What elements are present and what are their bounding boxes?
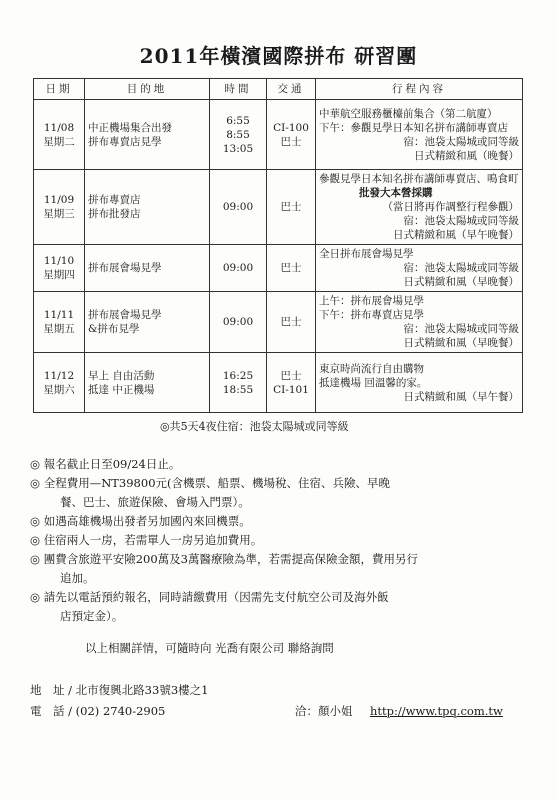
cell-content-line: 日式精緻和風（早午餐） [403, 390, 519, 403]
table-row [34, 292, 523, 353]
cell-transport [267, 353, 316, 413]
cell-date [34, 170, 85, 245]
header-date: 日期 [34, 79, 85, 100]
cell-date-line: 星期五 [43, 323, 75, 335]
cell-transport [267, 245, 316, 292]
cell-content-line: 抵達機場 回溫馨的家。 [319, 376, 428, 389]
note-item: ◎ 團費含旅遊平安險200萬及3萬醫療險為準，若需提高保險金額，費用另行 [30, 552, 418, 566]
cell-date [34, 245, 85, 292]
cell-content-line: 批發大本營採購 [359, 187, 433, 199]
cell-time-line: 09:00 [222, 316, 254, 328]
cell-content-line: 日式精緻和風（早晚餐） [403, 337, 519, 349]
cell-content [316, 353, 523, 413]
table-row [34, 170, 523, 245]
cell-transport [267, 292, 316, 353]
cell-destination-line: 中正機場集合出發 [88, 121, 172, 134]
document-title: 2011年橫濱國際拼布 研習團 [139, 44, 418, 68]
table-row [34, 353, 523, 413]
cell-date-line: 星期四 [43, 269, 75, 281]
note-item-continued: 追加。 [60, 571, 95, 585]
cell-destination-line: 早上 自由活動 [88, 369, 155, 382]
cell-date [34, 292, 85, 353]
cell-content-line: 日式精緻和風（早晚餐） [403, 276, 519, 288]
header-transport: 交通 [267, 79, 316, 100]
cell-transport-line: 巴士 [280, 201, 302, 213]
cell-date-line: 11/09 [43, 194, 75, 206]
cell-transport-line: CI-101 [273, 383, 309, 396]
stay-note: ◎共5天4夜住宿：池袋太陽城或同等級 [160, 420, 349, 433]
cell-content-line: 宿：池袋太陽城或同等級 [403, 135, 519, 148]
cell-content-line: 中華航空服務櫃檯前集合（第二航廈） [319, 107, 498, 120]
cell-transport-line: 巴士 [280, 369, 302, 382]
cell-content-line: 東京時尚流行自由購物 [319, 362, 424, 375]
cell-transport [267, 100, 316, 170]
notes-list [30, 455, 530, 626]
note-item-continued: 餐、巴士、旅遊保險、會場入門票）。 [60, 495, 250, 509]
cell-destination [85, 245, 210, 292]
cell-content [316, 245, 523, 292]
cell-destination [85, 100, 210, 170]
cell-content [316, 170, 523, 245]
cell-content-line: 全日拼布展會場見學 [319, 248, 414, 260]
cell-content-line: 日式精緻和風（早午晚餐） [393, 229, 519, 241]
cell-time [210, 292, 267, 353]
cell-transport-line: 巴士 [280, 316, 302, 328]
cell-destination [85, 353, 210, 413]
cell-content [316, 100, 523, 170]
cell-date-line: 11/12 [43, 369, 75, 382]
cell-destination-line: &拼布見學 [88, 323, 140, 335]
closing-text: 以上相關詳情，可隨時向 光喬有限公司 聯絡詢問 [85, 641, 334, 655]
cell-date-line: 11/10 [43, 255, 75, 267]
address-line: 地 址 / 北市復興北路33號3樓之1 [30, 683, 209, 697]
cell-time-line: 8:55 [226, 128, 250, 141]
cell-time-line: 18:55 [222, 383, 254, 396]
cell-date [34, 353, 85, 413]
note-item: ◎ 全程費用—NT39800元(含機票、船票、機場稅、住宿、兵險、早晚 [30, 476, 390, 490]
cell-time [210, 170, 267, 245]
cell-content-line: 下午：拼布專賣店見學 [319, 309, 424, 321]
website-link[interactable]: http://www.tpq.com.tw [370, 704, 503, 718]
cell-content-line: 宿：池袋太陽城或同等級 [403, 215, 519, 227]
cell-time-line: 6:55 [226, 114, 250, 127]
header-destination: 目的地 [85, 79, 210, 100]
attn-line: 洽：顏小姐 [295, 704, 353, 718]
cell-time-line: 09:00 [222, 201, 254, 213]
cell-content-line: 宿：池袋太陽城或同等級 [403, 323, 519, 335]
cell-destination-line: 拼布專賣店見學 [88, 135, 162, 148]
cell-date-line: 11/08 [43, 121, 75, 134]
cell-destination [85, 292, 210, 353]
cell-date-line: 星期二 [43, 135, 75, 148]
note-item-continued: 店預定金）。 [60, 609, 124, 623]
cell-time [210, 353, 267, 413]
table-row [34, 245, 523, 292]
table-row [34, 100, 523, 170]
note-item: ◎ 請先以電話預約報名，同時請繳費用（因需先支付航空公司及海外飯 [30, 590, 389, 604]
cell-time [210, 245, 267, 292]
cell-destination [85, 170, 210, 245]
header-time: 時間 [210, 79, 267, 100]
cell-content-line: 上午：拼布展會場見學 [319, 295, 424, 307]
phone-line: 電 話 / (02) 2740-2905 [30, 704, 166, 718]
cell-content-line: （當日將再作調整行程參觀） [382, 201, 519, 213]
cell-transport [267, 170, 316, 245]
cell-time [210, 100, 267, 170]
note-item: ◎ 如遇高雄機場出發者另加國內來回機票。 [30, 514, 251, 528]
itinerary-table [33, 78, 523, 413]
cell-date-line: 星期三 [43, 208, 75, 220]
cell-destination-line: 拼布批發店 [88, 208, 141, 220]
cell-transport-line: 巴士 [280, 135, 302, 148]
cell-content-line: 下午：參觀見學日本知名拼布講師專賣店 [319, 121, 508, 134]
header-content: 行程內容 [316, 79, 523, 100]
cell-destination-line: 抵達 中正機場 [88, 383, 155, 396]
note-item: ◎ 住宿兩人一房，若需單人一房另追加費用。 [30, 533, 263, 547]
cell-content [316, 292, 523, 353]
cell-content-line: 宿：池袋太陽城或同等級 [403, 262, 519, 274]
table-header-row [34, 79, 523, 100]
note-item: ◎ 報名截止日至09/24日止。 [30, 457, 181, 471]
cell-date-line: 11/11 [43, 309, 75, 321]
cell-destination-line: 拼布展會場見學 [88, 262, 162, 274]
cell-transport-line: 巴士 [280, 262, 302, 274]
cell-destination-line: 拼布專賣店 [88, 194, 141, 206]
contact-block [30, 680, 530, 722]
cell-time-line: 09:00 [222, 262, 254, 274]
cell-date [34, 100, 85, 170]
cell-content-line: 參觀見學日本知名拼布講師專賣店、鳴食町 [319, 173, 519, 185]
cell-time-line: 13:05 [222, 142, 254, 155]
cell-destination-line: 拼布展會場見學 [88, 309, 162, 321]
cell-time-line: 16:25 [222, 369, 254, 382]
cell-date-line: 星期六 [43, 383, 75, 396]
cell-transport-line: CI-100 [273, 121, 309, 134]
cell-content-line: 日式精緻和風（晚餐） [414, 149, 519, 162]
